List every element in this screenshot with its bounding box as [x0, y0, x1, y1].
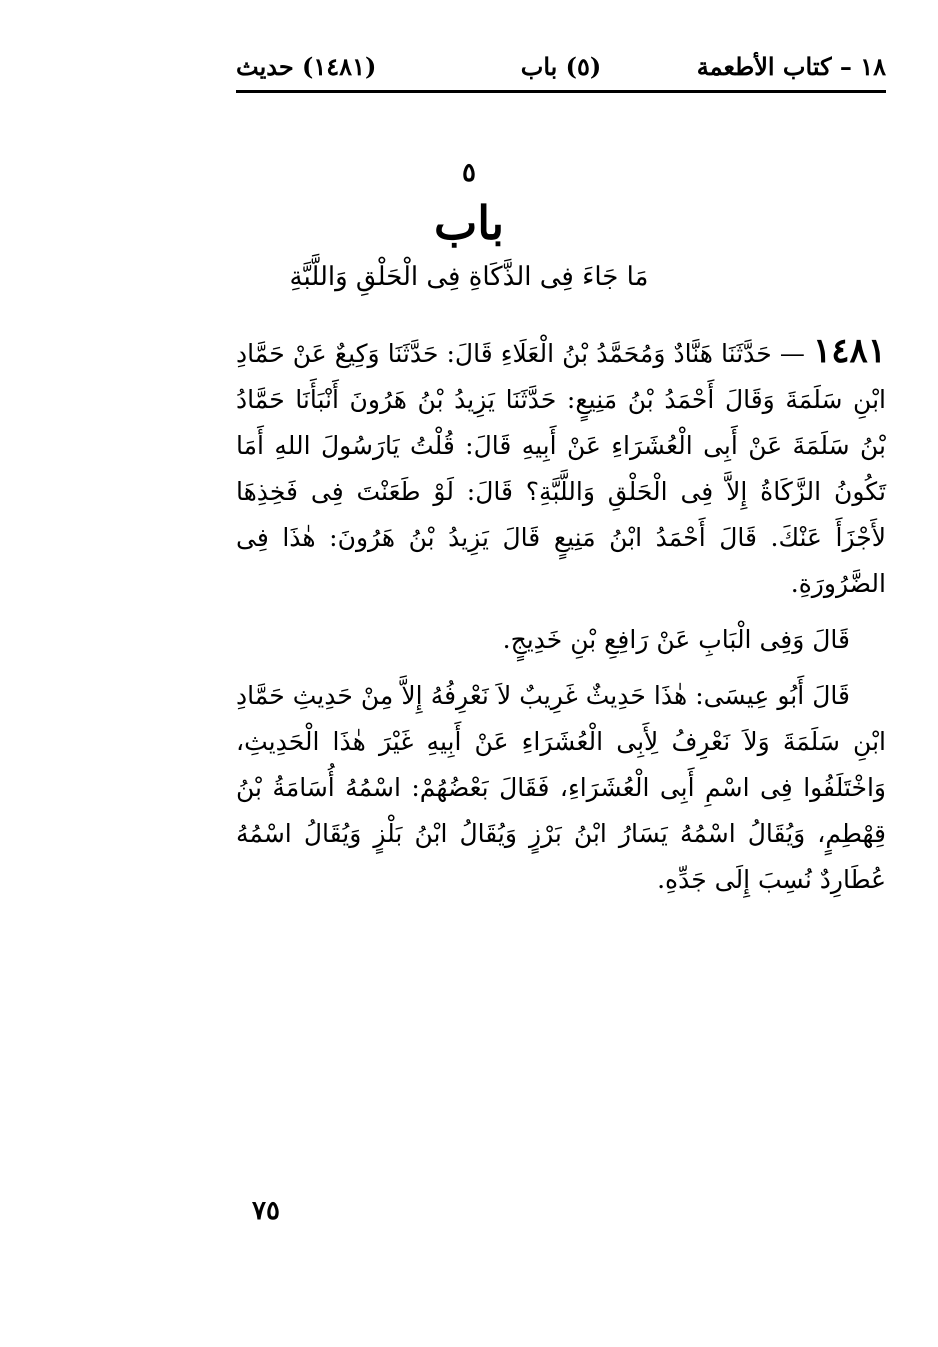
- hadith-paragraph: [236, 328, 886, 607]
- hadith-number: ١٤٨١: [812, 331, 886, 371]
- body-text: [236, 328, 886, 903]
- header-chapter: (٥) باب: [520, 52, 602, 81]
- running-header: [236, 46, 886, 90]
- hadith-text: — حَدَّثَنَا هَنَّادٌ وَمُحَمَّدُ بْنُ الْعَلَاءِ قَالَ: حَدَّثَنَا وَكِيعٌ عَنْ حَمَّادِ ابْنِ سَلَمَةَ وَقَالَ أَحْمَدُ بْنُ مَنِيعٍ: حَدَّثَنَا يَزِيدُ بْنُ هَرُونَ أَنْبَأَنَا حَمَّادُ بْنُ سَلَمَةَ عَنْ أَبِى الْعُشَرَاءِ عَنْ أَبِيهِ قَالَ: قُلْتُ يَارَسُولَ اللهِ أَمَا تَكُونُ الزَّكَاةُ إِلاَّ فِى الْحَلْقِ وَاللَّبَّةِ؟ قَالَ: لَوْ طَعَنْتَ فِى فَخِذِهَا لأَجْزَأَ عَنْكَ. قَالَ أَحْمَدُ ابْنُ مَنِيعٍ قَالَ يَزِيدُ بْنُ هَرُونَ: هٰذَا فِى الضَّرُورَةِ.: [236, 339, 886, 598]
- commentary-paragraph-2: قَالَ أَبُو عِيسَى: هٰذَا حَدِيثٌ غَرِيبٌ لاَ نَعْرِفُهُ إِلاَّ مِنْ حَدِيثِ حَمَّادِ ابْنِ سَلَمَةَ وَلاَ نَعْرِفُ لِأَبِى الْعُشَرَاءِ عَنْ أَبِيهِ غَيْرَ هٰذَا الْحَدِيثِ، وَاخْتَلَفُوا فِى اسْمِ أَبِى الْعُشَرَاءِ، فَقَالَ بَعْضُهُمْ: اسْمُهُ أُسَامَةُ بْنُ قِهْطِمٍ، وَيُقَالُ اسْمُهُ يَسَارُ ابْنُ بَرْزٍ وَيُقَالُ ابْنُ بَلْزٍ وَيُقَالُ اسْمُهُ عُطَارِدٌ نُسِبَ إِلَى جَدِّهِ.: [236, 681, 886, 894]
- header-rule: [236, 90, 886, 93]
- section-number: ٥: [462, 158, 476, 188]
- header-hadith-number: (١٤٨١) حديث: [236, 52, 377, 81]
- section-subtitle: مَا جَاءَ فِى الذَّكَاةِ فِى الْحَلْقِ وَاللَّبَّةِ: [289, 262, 649, 292]
- section-title: باب: [433, 196, 505, 250]
- page-number: ٧٥: [252, 1196, 280, 1226]
- header-book-title: ١٨ – كتاب الأطعمة: [696, 52, 886, 81]
- commentary-paragraph-1: قَالَ وَفِى الْبَابِ عَنْ رَافِعِ بْنِ خَدِيجٍ.: [502, 625, 850, 654]
